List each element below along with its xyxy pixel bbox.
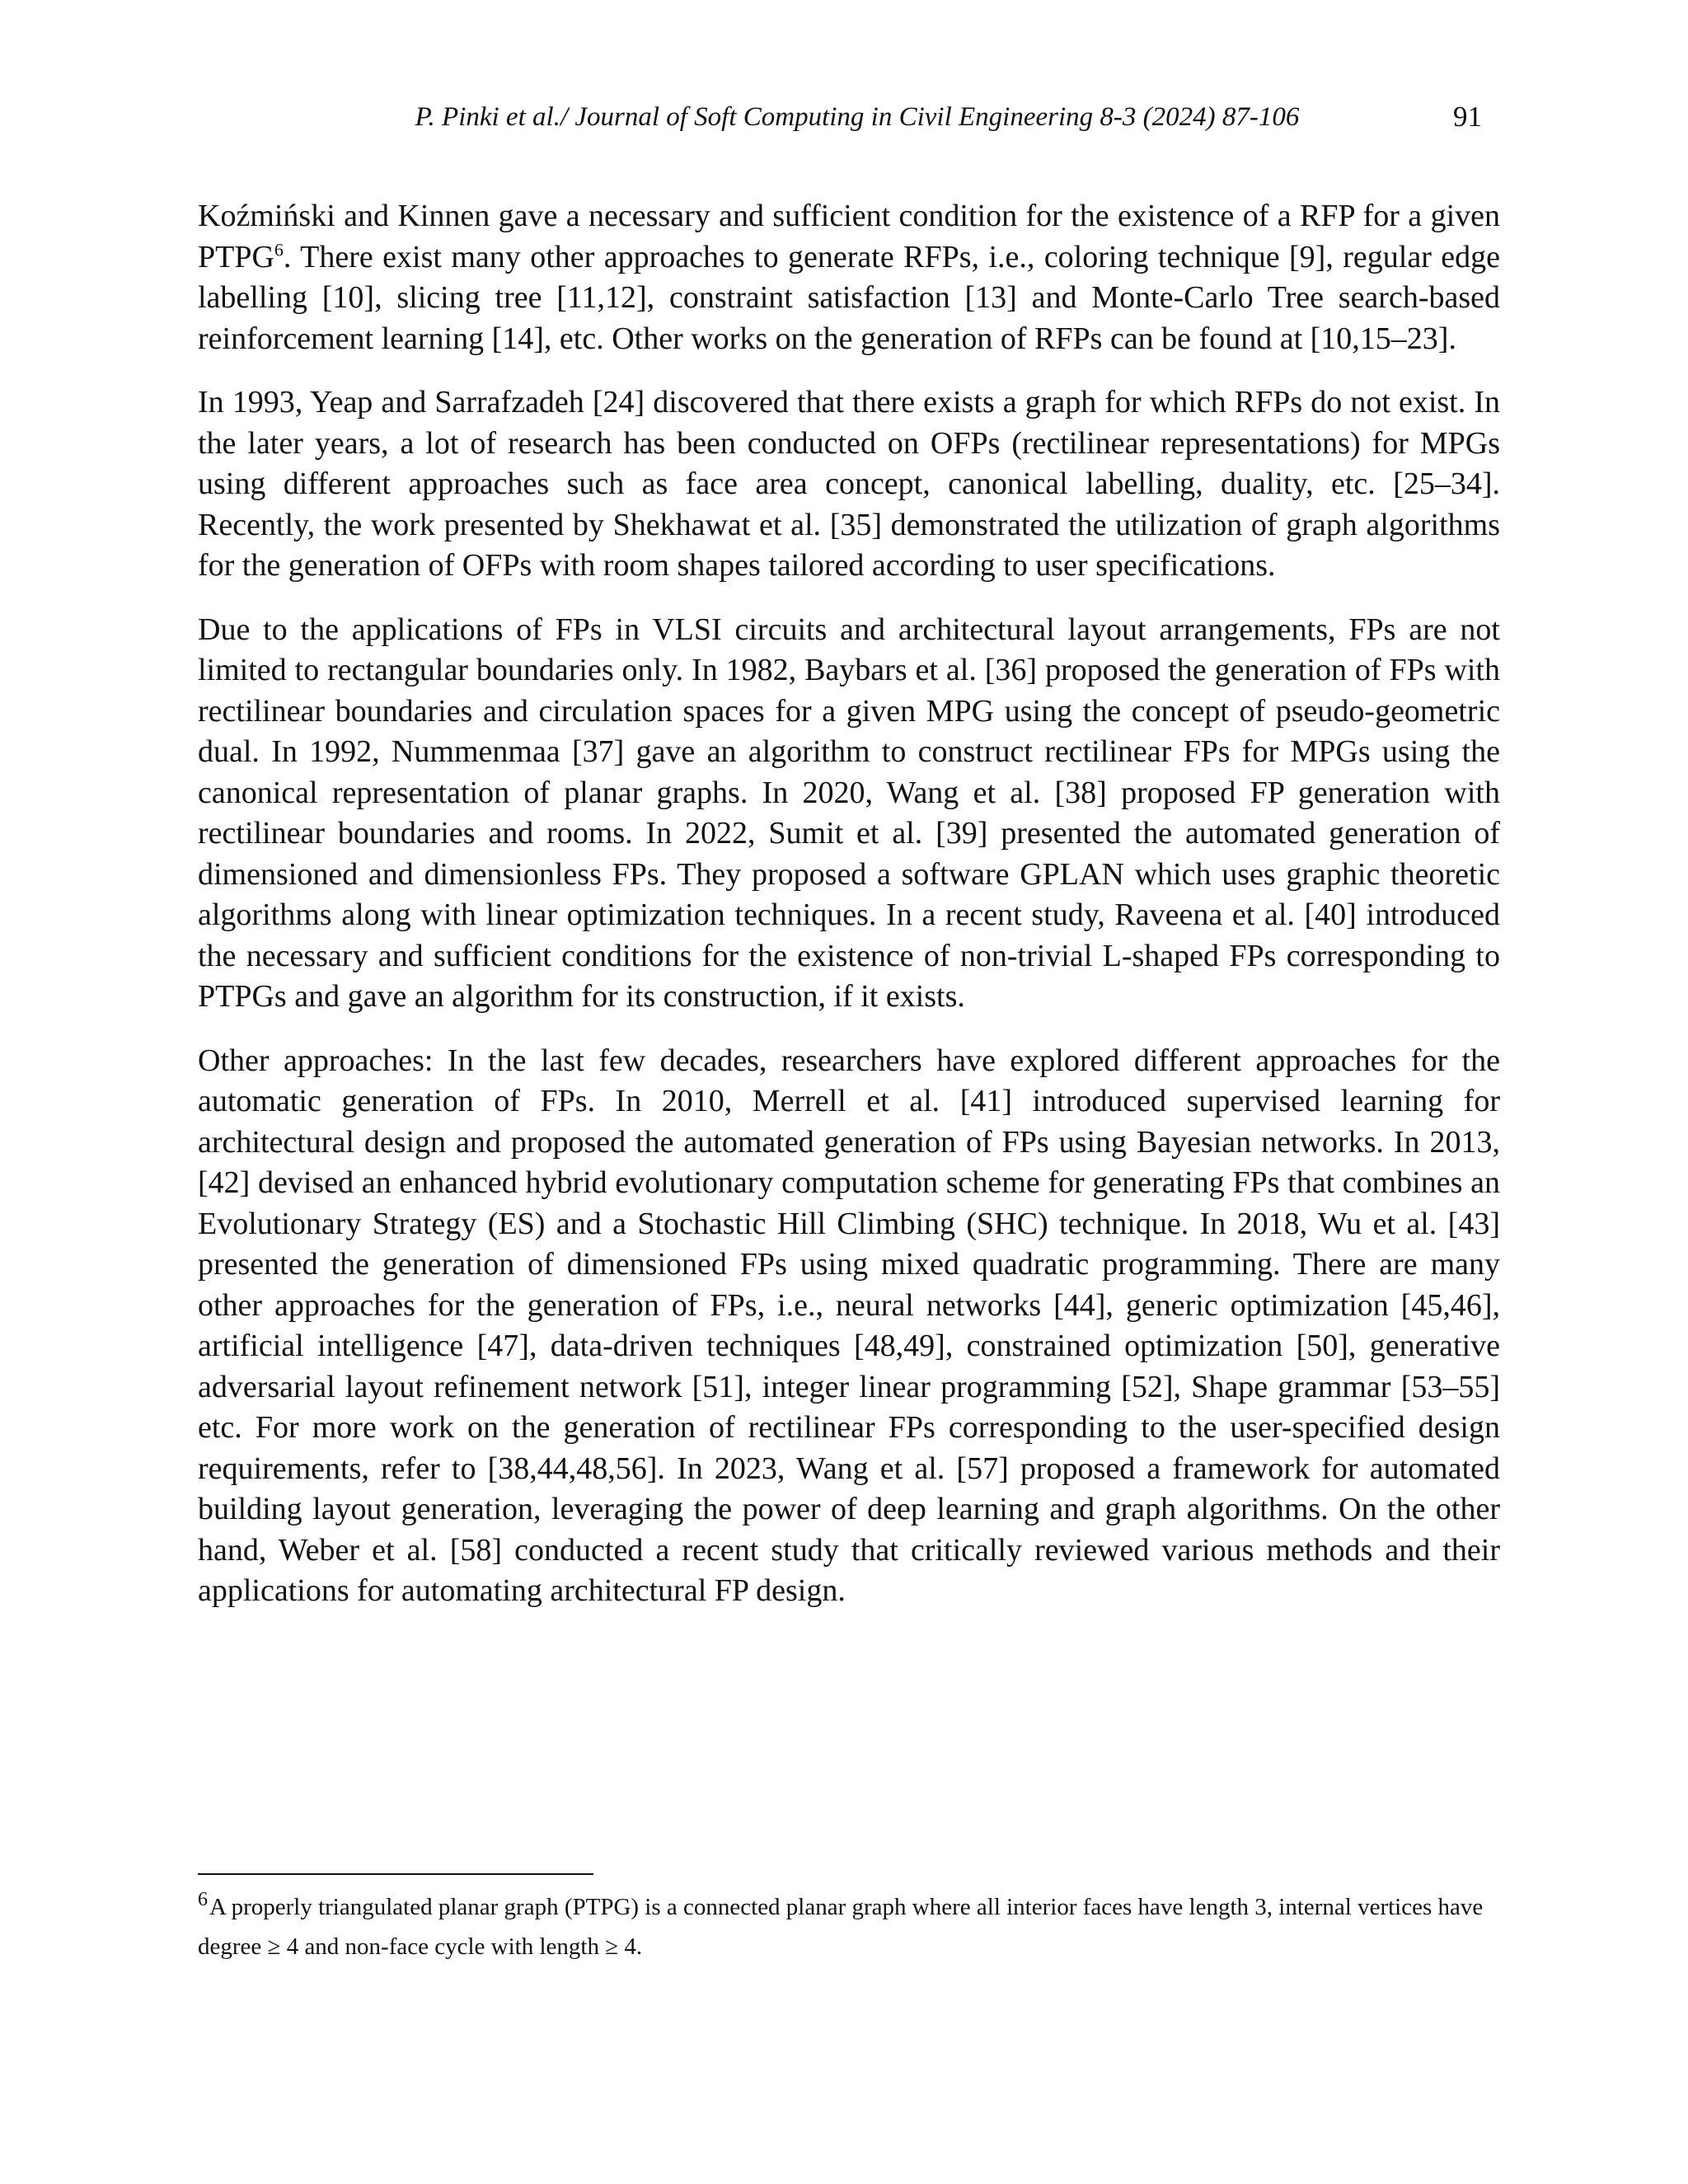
footnote-divider xyxy=(198,1873,593,1875)
paragraph-text: . There exist many other approaches to generate RFPs, i.e., coloring technique [9], regular edge labelling [10], slicing tree [11,12], constraint satisfaction [13] and Monte-Carlo Tree search-based reinforcement learning [14], etc. Other works on the generation of RFPs can be found at [10,15–23]. xyxy=(198,239,1500,356)
body-text xyxy=(198,196,1500,1635)
paragraph-text: Koźmiński and Kinnen gave a necessary and sufficient condition for the existence of a RFP for a given PTPG xyxy=(198,199,1500,274)
paragraph-rfp-approaches xyxy=(198,196,1500,359)
footnote xyxy=(198,1887,1500,1966)
paragraph-other-approaches: Other approaches: In the last few decades, researchers have explored different approaches for the automatic generation of FPs. In 2010, Merrell et al. [41] introduced supervised learning for architectural design and proposed the automated generation of FPs using Bayesian networks. In 2013, [42] devised an enhanced hybrid evolutionary computation scheme for generating FPs that combines an Evolutionary Strategy (ES) and a Stochastic Hill Climbing (SHC) technique. In 2018, Wu et al. [43] presented the generation of dimensioned FPs using mixed quadratic programming. There are many other approaches for the generation of FPs, i.e., neural networks [44], generic optimization [45,46], artificial intelligence [47], data-driven techniques [48,49], constrained optimization [50], generative adversarial layout refinement network [51], integer linear programming [52], Shape grammar [53–55] etc. For more work on the generation of rectilinear FPs corresponding to the user-specified design requirements, refer to [38,44,48,56]. In 2023, Wang et al. [57] proposed a framework for automated building layout generation, leveraging the power of deep learning and graph algorithms. On the other hand, Weber et al. [58] conducted a recent study that critically reviewed various methods and their applications for automating architectural FP design. xyxy=(198,1043,1500,1608)
running-header xyxy=(198,97,1500,137)
paragraph-rectilinear-fps: Due to the applications of FPs in VLSI circuits and architectural layout arrangements, FPs are not limited to rectangular boundaries only. In 1982, Baybars et al. [36] proposed the generation of FPs with rectilinear boundaries and circulation spaces for a given MPG using the concept of pseudo-geometric dual. In 1992, Nummenmaa [37] gave an algorithm to construct rectilinear FPs for MPGs using the canonical representation of planar graphs. In 2020, Wang et al. [38] proposed FP generation with rectilinear boundaries and rooms. In 2022, Sumit et al. [39] presented the automated generation of dimensioned and dimensionless FPs. They proposed a software GPLAN which uses graphic theoretic algorithms along with linear optimization techniques. In a recent study, Raveena et al. [40] introduced the necessary and sufficient conditions for the existence of non-trivial L-shaped FPs corresponding to PTPGs and gave an algorithm for its construction, if it exists. xyxy=(198,612,1500,1014)
journal-citation: P. Pinki et al./ Journal of Soft Computing in Civil Engineering 8-3 (2024) 87-106 xyxy=(415,102,1300,132)
footnote-reference[interactable]: 6 xyxy=(274,238,284,260)
paragraph-ofp-research: In 1993, Yeap and Sarrafzadeh [24] discovered that there exists a graph for which RFPs do not exist. In the later years, a lot of research has been conducted on OFPs (rectilinear representations) for MPGs using different approaches such as face area concept, canonical labelling, duality, etc. [25–34]. Recently, the work presented by Shekhawat et al. [35] demonstrated the utilization of graph algorithms for the generation of OFPs with room shapes tailored according to user specifications. xyxy=(198,385,1500,583)
page-number: 91 xyxy=(1453,101,1482,133)
footnote-text: A properly triangulated planar graph (PTPG) is a connected planar graph where all interior faces have length 3, internal vertices have degree ≥ 4 and non-face cycle with length ≥ 4. xyxy=(198,1894,1484,1960)
footnote-marker: 6 xyxy=(198,1889,208,1911)
